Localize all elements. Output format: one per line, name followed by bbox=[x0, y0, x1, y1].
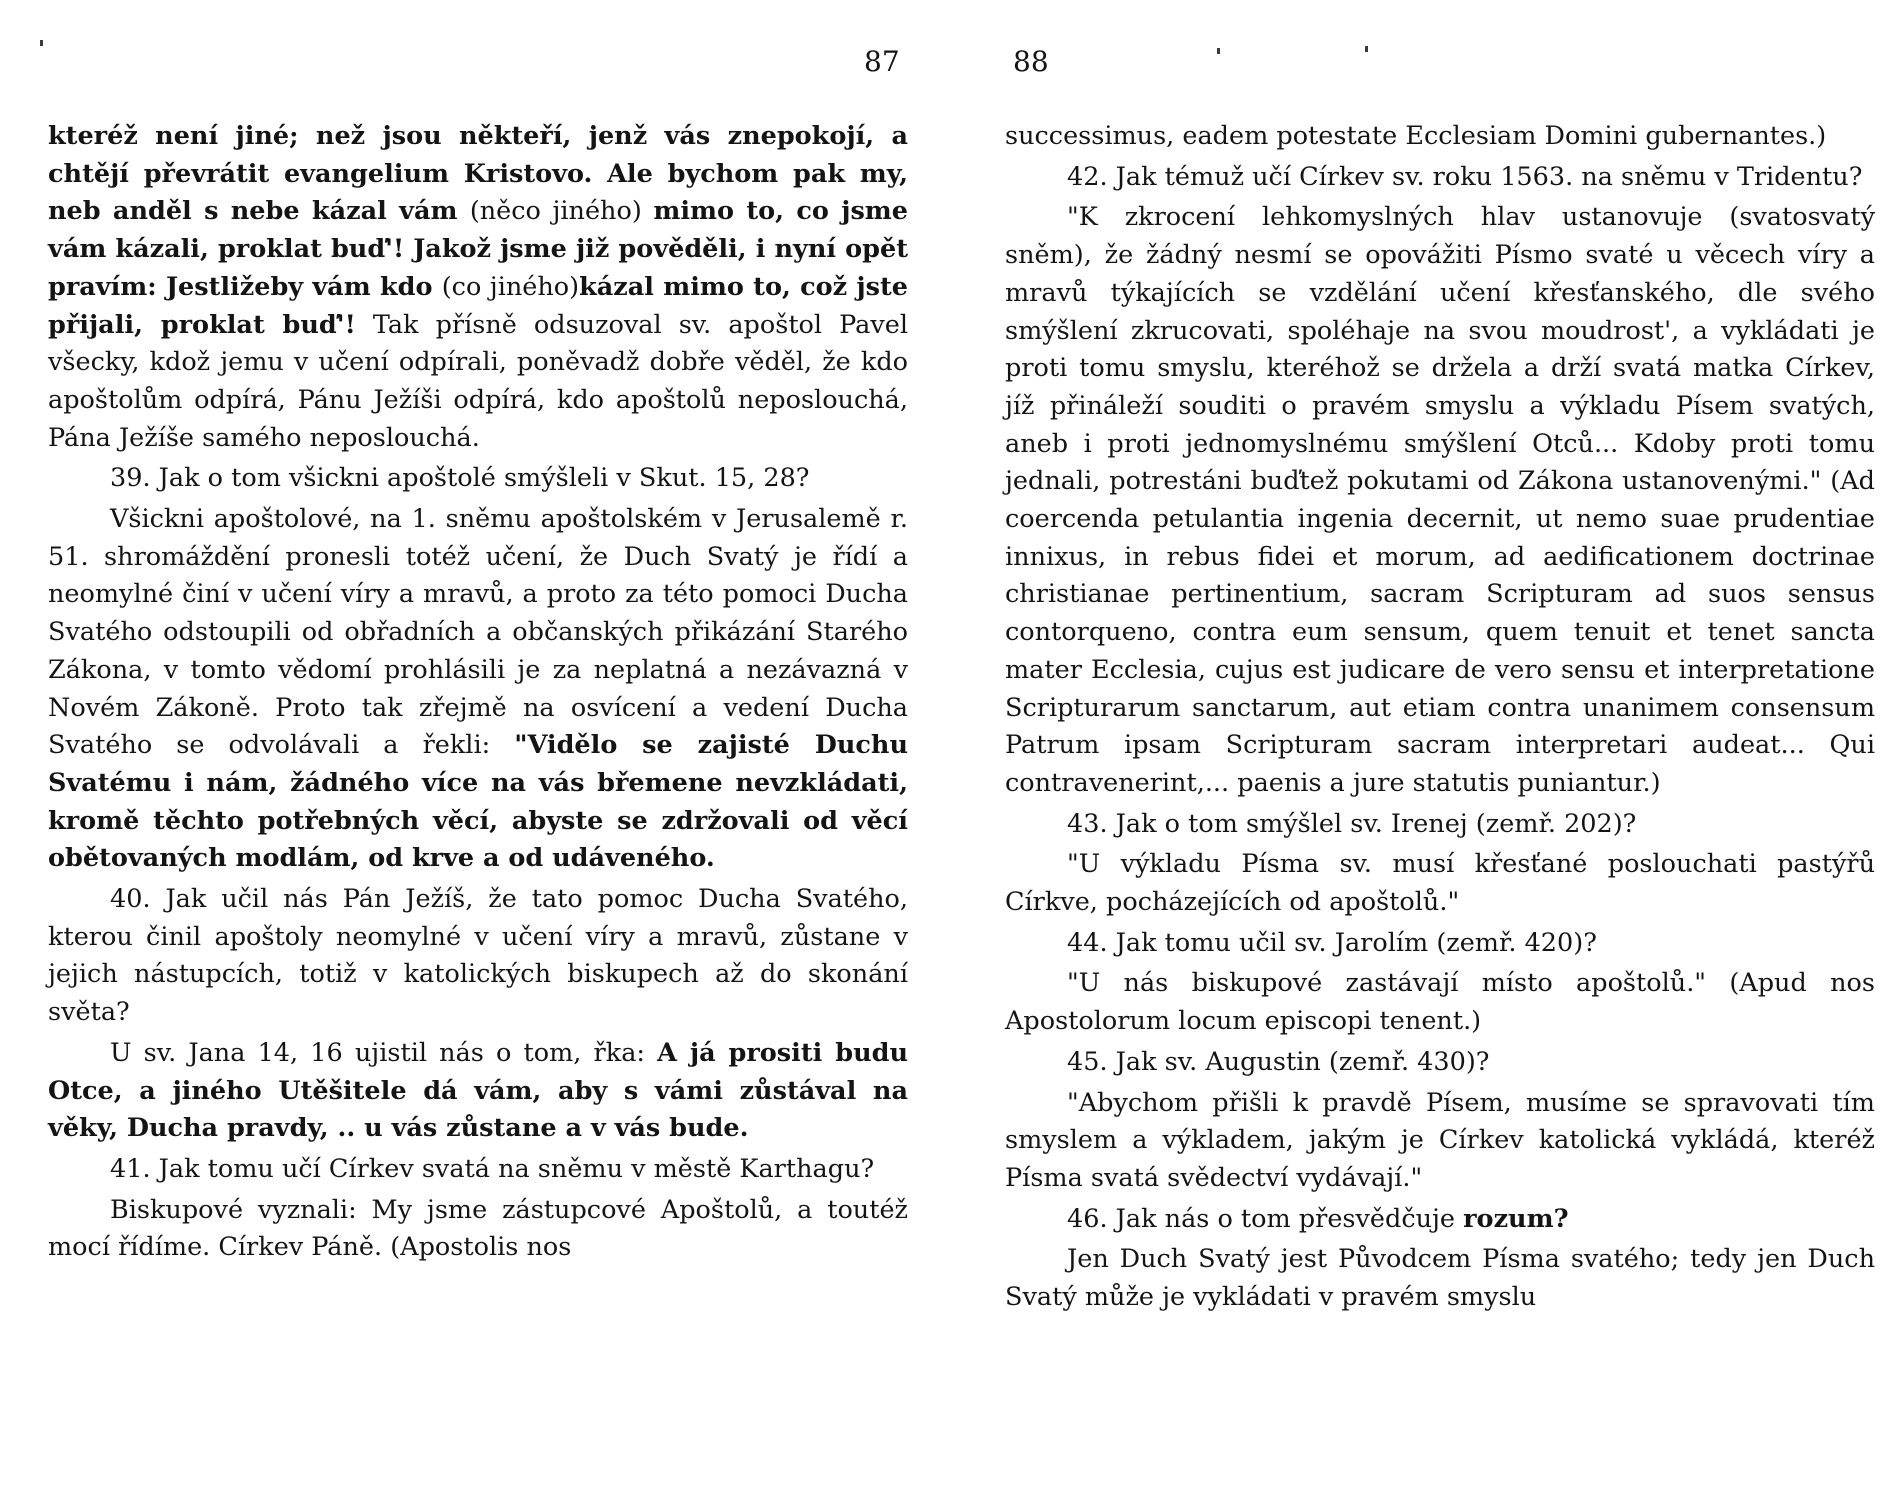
paragraph bbox=[1005, 1201, 1875, 1239]
paragraph bbox=[1005, 118, 1875, 156]
paragraph bbox=[1005, 1241, 1875, 1316]
text-run: Jen Duch Svatý jest Původcem Písma svatého; tedy jen Duch Svatý může je vykládati v pravém smyslu bbox=[1005, 1244, 1875, 1313]
print-speck bbox=[1217, 48, 1220, 54]
text-run: "U výkladu Písma sv. musí křesťané poslouchati pastýřů Církve, pocházejících od apoštolů." bbox=[1005, 849, 1875, 918]
text-run: Biskupové vyznali: My jsme zástupcové Apoštolů, a toutéž mocí řídíme. Církev Páně. (Apostolis nos bbox=[48, 1194, 908, 1263]
text-run: 45. Jak sv. Augustin (zemř. 430)? bbox=[1067, 1046, 1490, 1077]
paragraph bbox=[48, 501, 908, 878]
paragraph bbox=[48, 1035, 908, 1148]
page-number-left: 87 bbox=[864, 45, 900, 78]
bold-text-run: "Vidělo se zajisté Duchu Svatému i nám, žádného více na vás břemene nevzkládati, kromě těchto potřebných věcí, abyste se zdržovali od věcí obětovaných modlám, od krve a od udáveného. bbox=[48, 730, 908, 874]
print-speck bbox=[40, 40, 43, 46]
text-run: (něco jiného) bbox=[469, 196, 654, 227]
page-number-right: 88 bbox=[1013, 45, 1049, 78]
right-page bbox=[947, 0, 1894, 1500]
text-run: (co jiného) bbox=[441, 271, 580, 302]
text-run: "U nás biskupové zastávají místo apoštolů." (Apud nos Apostolorum locum episcopi tenent.) bbox=[1005, 968, 1875, 1037]
paragraph bbox=[48, 1192, 908, 1267]
paragraph bbox=[1005, 846, 1875, 921]
paragraph bbox=[1005, 965, 1875, 1040]
text-run: "Abychom přišli k pravdě Písem, musíme se spravovati tím smyslem a výkladem, jakým je Církev katolická vykládá, kteréž Písma svatá svědectví vydávají." bbox=[1005, 1087, 1875, 1193]
paragraph bbox=[48, 1151, 908, 1189]
print-speck bbox=[1365, 46, 1368, 52]
paragraph bbox=[48, 118, 908, 457]
bold-text-run: kázal mimo to, což jste přijali, proklat buď'! bbox=[48, 271, 908, 340]
left-page-text bbox=[48, 118, 908, 1267]
paragraph bbox=[1005, 806, 1875, 844]
text-run: 42. Jak témuž učí Církev sv. roku 1563. na sněmu v Tridentu? bbox=[1067, 161, 1863, 192]
paragraph bbox=[1005, 199, 1875, 802]
text-run: Ecclesiam Domini gubernantes.) bbox=[1405, 121, 1827, 151]
paragraph bbox=[1005, 1044, 1875, 1082]
right-page-text bbox=[1005, 118, 1875, 1317]
bold-text-run: mimo to, co jsme vám kázali, proklat buď'! Jakož jsme již pověděli, i nyní opět pravím: Jestližeby vám kdo bbox=[48, 196, 909, 302]
text-run: 41. Jak tomu učí Církev svatá na sněmu v městě Karthagu? bbox=[110, 1153, 875, 1184]
text-run: U sv. Jana 14, 16 ujistil nás o tom, řka: bbox=[110, 1037, 658, 1068]
paragraph bbox=[1005, 925, 1875, 963]
text-run: 46. Jak nás o tom přesvědčuje bbox=[1067, 1203, 1464, 1234]
text-run: 44. Jak tomu učil sv. Jarolím (zemř. 420)? bbox=[1067, 927, 1597, 958]
bold-text-run: A já prositi budu Otce, a jiného Utěšitele dá vám, aby s vámi zůstával na věky, Ducha pravdy, .. u vás zůstane a v vás bude. bbox=[48, 1037, 908, 1144]
paragraph bbox=[1005, 1085, 1875, 1198]
bold-text-run: kteréž není jiné; než jsou někteří, jenž vás znepokojí, a chtějí převrátit evangelium Kristovo. Ale bychom pak my, neb anděl s nebe kázal vám bbox=[48, 121, 908, 227]
paragraph bbox=[48, 881, 908, 1032]
paragraph bbox=[48, 460, 908, 498]
paragraph bbox=[1005, 159, 1875, 197]
text-run: successimus, eadem potestate bbox=[1005, 121, 1406, 151]
text-run: "K zkrocení lehkomyslných hlav ustanovuje (svatosvatý sněm), že žádný nesmí se opovážiti Písmo svaté u věcech víry a mravů týkajících se vzdělání učení křesťanského, dle svého smýšlení zkrucovati, spoléhaje na svou moudrost', a vykládati je proti tomu smyslu, kteréhož se držela a drží svatá matka Církev, jíž přináleží souditi o pravém smyslu a výkladu Písem svatých, aneb i proti jednomyslnému smýšlení Otců... Kdoby proti tomu jednali, potrestáni buďtež pokutami od Zákona ustanovenými." (Ad coercenda petulantia ingenia decernit, ut nemo suae prudentiae innixus, in rebus fidei et morum, ad aedificationem doctrinae christianae pertinentium, sacram Scripturam ad suos sensus contorqueno, contra eum sensum, quem tenuit et tenet sancta mater Ecclesia, cujus est judicare de vero sensu et interpretatione Scripturarum sanctarum, aut etiam contra unanimem consensum Patrum ipsam Scripturam sacram interpretari audeat... Qui contravenerint,... paenis a jure statutis puniantur.) bbox=[1005, 202, 1875, 798]
text-run: 40. Jak učil nás Pán Ježíš, že tato pomoc Ducha Svatého, kterou činil apoštoly neomylné v učení víry a mravů, zůstane v jejich nástupcích, totiž v katolických biskupech až do skonání světa? bbox=[48, 884, 908, 1028]
text-run: 43. Jak o tom smýšlel sv. Irenej (zemř. 202)? bbox=[1067, 808, 1637, 839]
text-run: Tak přísně odsuzoval sv. apoštol Pavel všecky, kdož jemu v učení odpírali, poněvadž dobře věděl, že kdo apoštolům odpírá, Pánu Ježíši odpírá, kdo apoštolů neposlouchá, Pána Ježíše samého neposlouchá. bbox=[48, 309, 909, 453]
text-run: 39. Jak o tom všickni apoštolé smýšleli v Skut. 15, 28? bbox=[110, 463, 810, 494]
bold-text-run: rozum? bbox=[1463, 1203, 1569, 1234]
text-run: Všickni apoštolové, na 1. sněmu apoštolském v Jerusalemě r. 51. shromáždění pronesli totéž učení, že Duch Svatý je řídí a neomylné činí v učení víry a mravů, a proto za této pomoci Ducha Svatého odstoupili od obřadních a občanských přikázání Starého Zákona, v tomto vědomí prohlásili je za neplatná a nezávazná v Novém Zákoně. Proto tak zřejmě na osvícení a vedení Ducha Svatého se odvolávali a řekli: bbox=[48, 504, 908, 761]
